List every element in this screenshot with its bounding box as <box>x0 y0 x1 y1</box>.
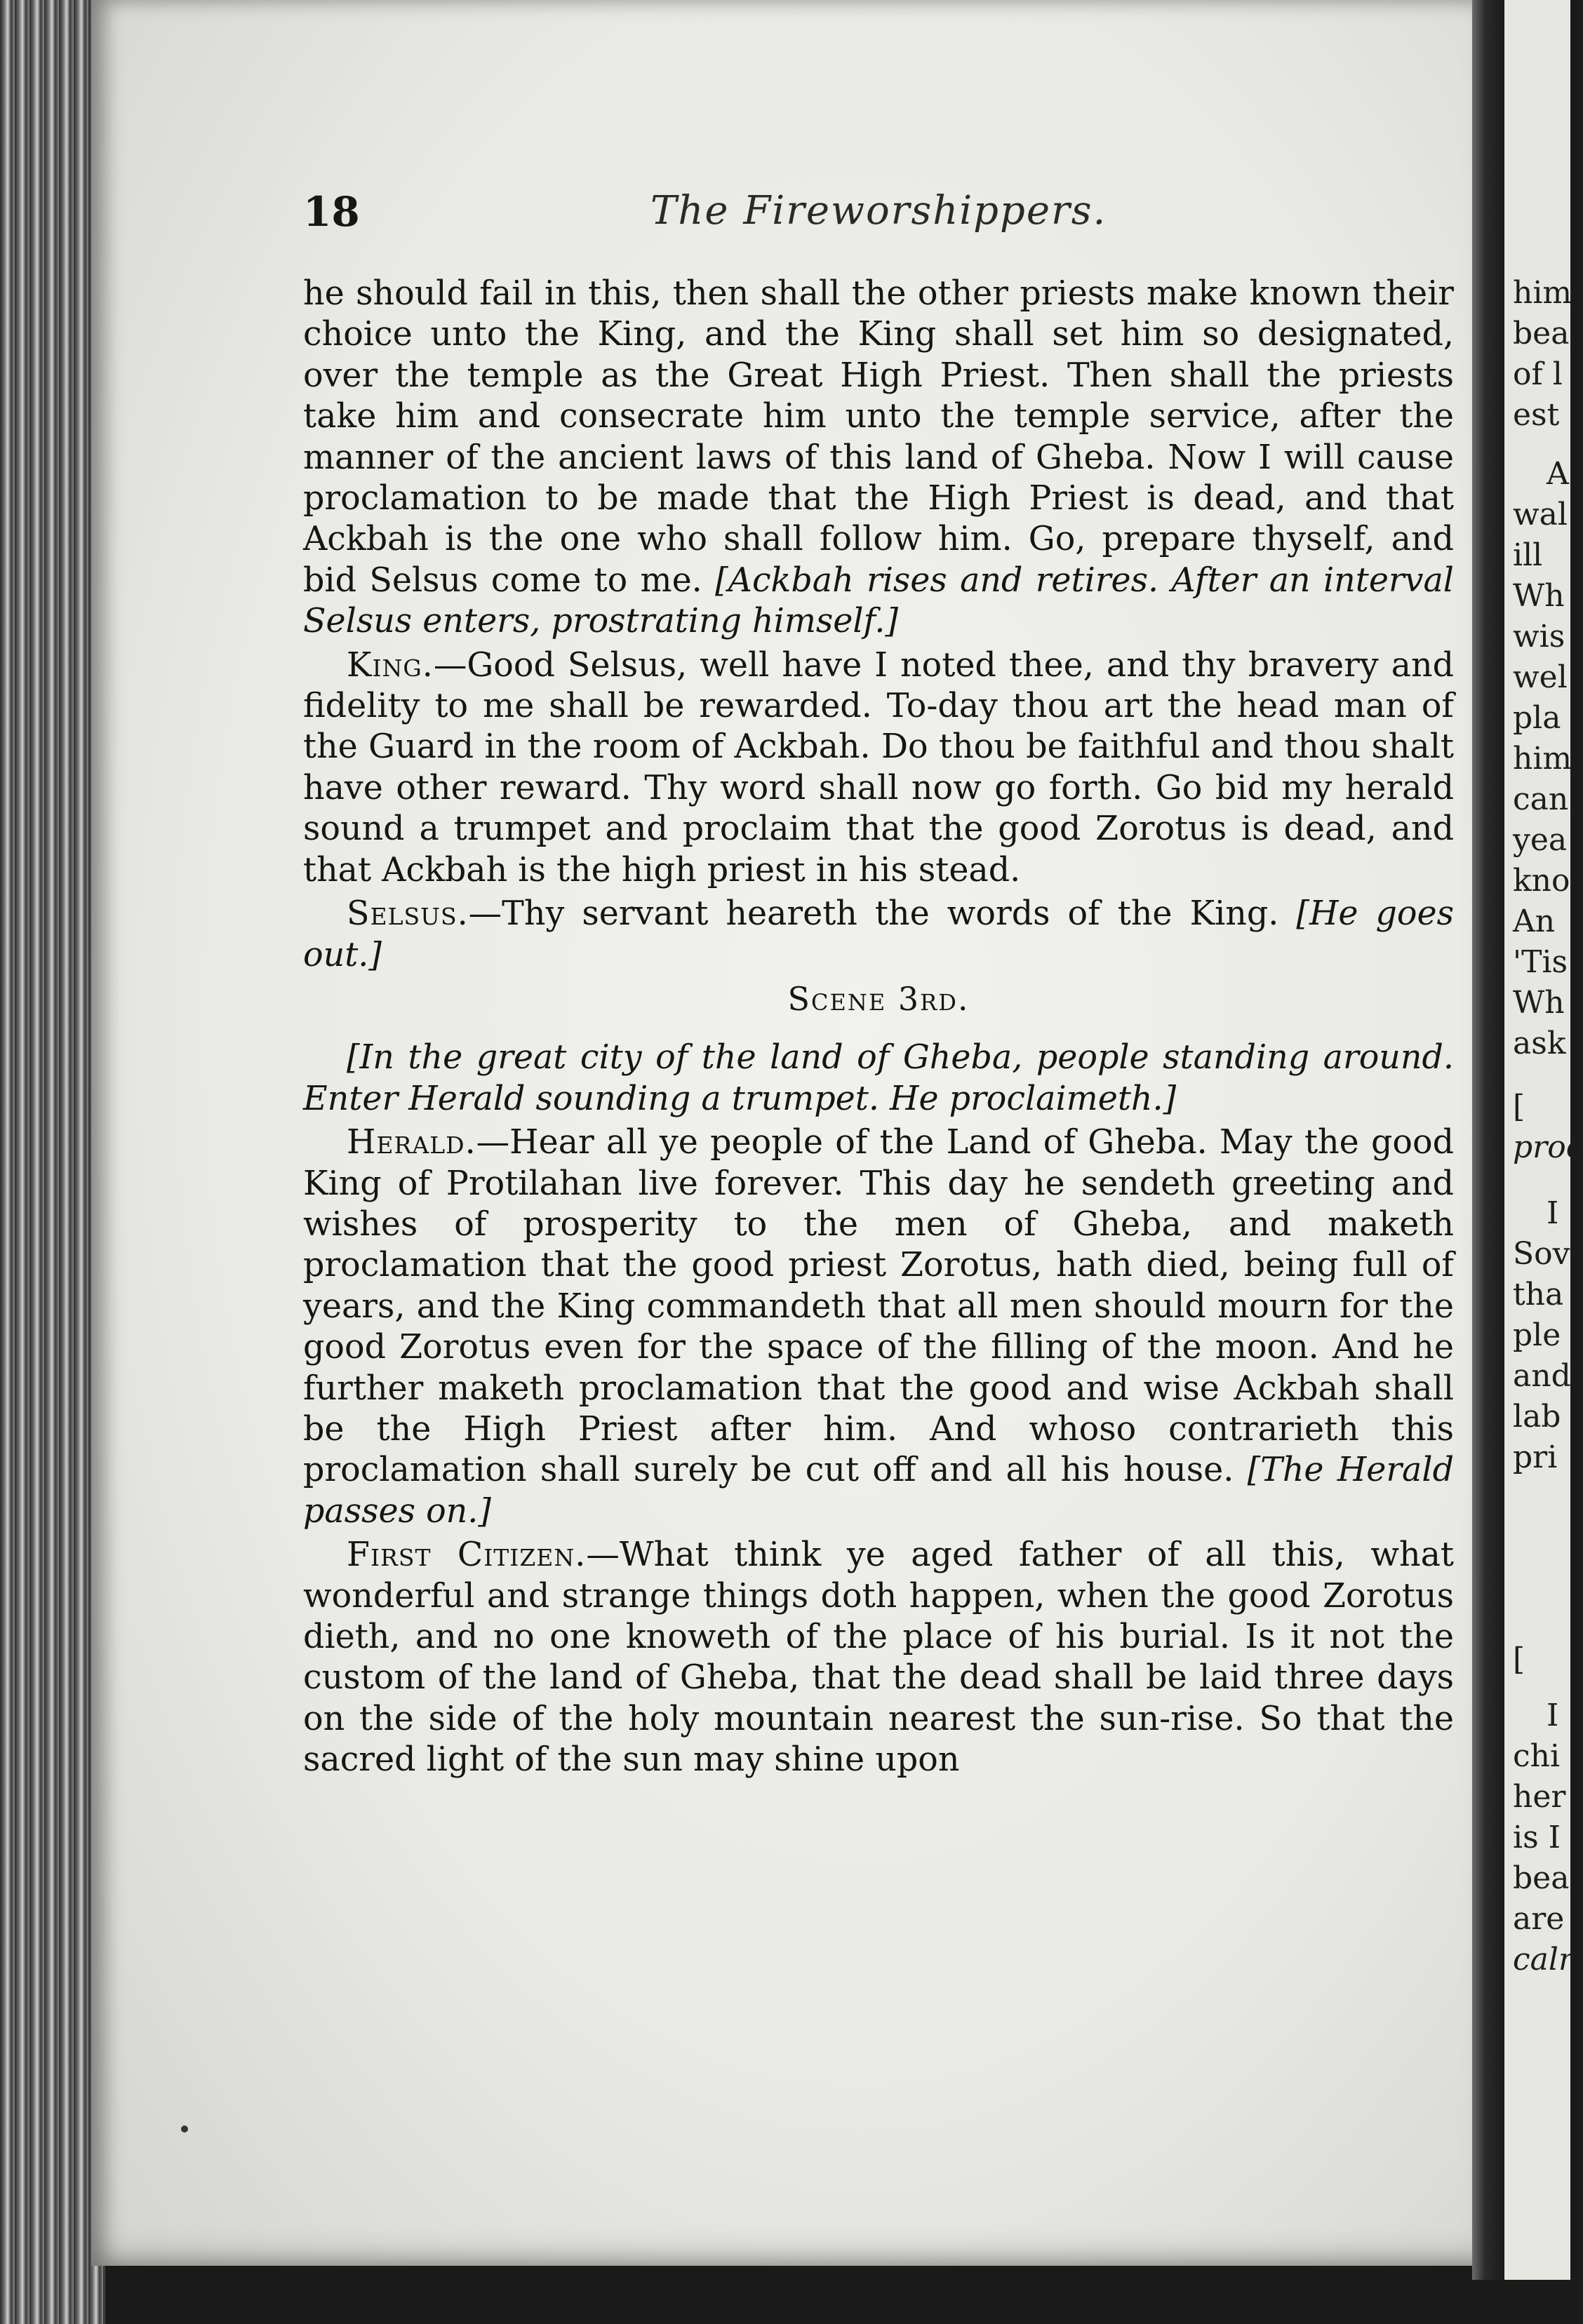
next-page-line: him <box>1513 275 1572 311</box>
next-page-line: An <box>1513 904 1556 939</box>
next-page-line: and <box>1513 1358 1571 1394</box>
next-page-line: are <box>1513 1901 1565 1937</box>
next-page-line: Wh <box>1513 578 1565 614</box>
speaker-name: King. <box>347 645 434 685</box>
next-page-line: yea <box>1513 822 1568 858</box>
next-page-line: est <box>1513 397 1560 433</box>
next-page-line: Wh <box>1513 985 1565 1021</box>
next-page-line: ask <box>1513 1026 1566 1061</box>
next-page-line: chi <box>1513 1738 1561 1774</box>
paragraph <box>303 274 1454 643</box>
next-page-line: wis <box>1513 619 1565 654</box>
next-page-line: calr <box>1513 1942 1573 1977</box>
page-stack-edges <box>0 0 105 2324</box>
next-page-line: her <box>1513 1779 1566 1815</box>
next-page-line: wel <box>1513 659 1568 695</box>
stage-direction: [Ackbah rises and retires. After an interval Selsus enters, prostrating himself.] <box>303 560 1454 641</box>
next-page-line: [ <box>1513 1089 1525 1124</box>
next-page-fragment <box>1504 0 1583 2280</box>
next-page-line: tha <box>1513 1277 1564 1312</box>
next-page-line: pla <box>1513 700 1561 736</box>
next-page-line: bea <box>1513 316 1570 351</box>
scene-stage-direction: [In the great city of the land of Gheba, people standing around. Enter Herald sounding a trumpet. He proclaimeth.] <box>303 1038 1454 1118</box>
speech-selsus <box>303 894 1454 976</box>
next-page-line: I <box>1547 1698 1559 1733</box>
next-page-line: is I <box>1513 1820 1561 1855</box>
next-page-line: ill <box>1513 537 1543 573</box>
paragraph-text: he should fail in this, then shall the other priests make known their choice unto the King, and the King shall set him so designated, over the temple as the Great High Priest. Then shall the priests take him and consecrate him unto the temple service, after the manner of the ancient laws of this land of Gheba. Now I will cause proclamation to be made that the High Priest is dead, and that Ackbah is the one who shall follow him. Go, prepare thyself, and bid Selsus come to me. <box>303 274 1454 600</box>
stage-direction: [He goes out.] <box>303 894 1454 974</box>
next-page-line: bea <box>1513 1860 1570 1896</box>
next-page-line: of l <box>1513 356 1563 392</box>
ink-speck <box>181 2125 188 2132</box>
next-page-line: Sov <box>1513 1236 1570 1272</box>
page-body <box>303 274 1454 1781</box>
speech-text: —Hear all ye people of the Land of Gheba. May the good King of Protilahan live forever. This day he sendeth greeting and wishes of prosperity to the men of Gheba, and maketh proclamation that the good priest Zorotus, hath died, being full of years, and the King commandeth that all men should mourn for the good Zorotus even for the space of the filling of the moon. And he further maketh proclamation that the good and wise Ackbah shall be the High Priest after him. And whoso contrarieth this proclamation shall surely be cut off and all his house. <box>303 1123 1454 1490</box>
next-page-line: proc <box>1513 1129 1583 1165</box>
scene-heading: Scene 3rd. <box>787 979 970 1018</box>
next-page-line: I <box>1547 1195 1559 1231</box>
speech-text: —What think ye aged father of all this, what wonderful and strange things doth happen, when the good Zorotus dieth, and no one knoweth of the place of his burial. Is it not the custom of the land of Gheba, that the dead shall be laid three days on the side of the holy mountain nearest the sun-rise. So that the sacred light of the sun may shine upon <box>303 1536 1455 1780</box>
speech-herald <box>303 1122 1454 1532</box>
next-page-line: kno <box>1513 863 1570 899</box>
next-page-line: him <box>1513 741 1572 777</box>
next-page-line: wal <box>1513 497 1568 532</box>
page-number: 18 <box>303 188 360 236</box>
next-page-line: [ <box>1513 1641 1525 1677</box>
next-page-line: ple <box>1513 1317 1561 1353</box>
speech-king <box>303 645 1454 891</box>
speaker-name: Selsus. <box>347 894 469 934</box>
next-page-line: pri <box>1513 1439 1558 1475</box>
speech-text: —Thy servant heareth the words of the King. <box>468 894 1279 934</box>
book-gutter <box>1472 0 1504 2280</box>
next-page-line: lab <box>1513 1399 1561 1435</box>
page-header <box>303 188 1447 244</box>
speech-first-citizen <box>303 1535 1454 1780</box>
next-page-line: A <box>1547 456 1569 492</box>
stage-direction: [The Herald passes on.] <box>303 1451 1454 1531</box>
speaker-name: Herald. <box>347 1123 476 1162</box>
next-page-line: can <box>1513 781 1569 817</box>
speaker-name: First Citizen. <box>347 1536 587 1575</box>
speech-text: —Good Selsus, well have I noted thee, and thy bravery and fidelity to me shall be rewarded. To-day thou art the head man of the Guard in the room of Ackbah. Do thou be faithful and thou shalt have other reward. Thy word shall now go forth. Go bid my herald sound a trumpet and proclaim that the good Zorotus is dead, and that Ackbah is the high priest in his stead. <box>303 645 1454 889</box>
next-page-line: 'Tis <box>1513 944 1568 980</box>
running-title: The Fireworshippers. <box>650 188 1107 234</box>
